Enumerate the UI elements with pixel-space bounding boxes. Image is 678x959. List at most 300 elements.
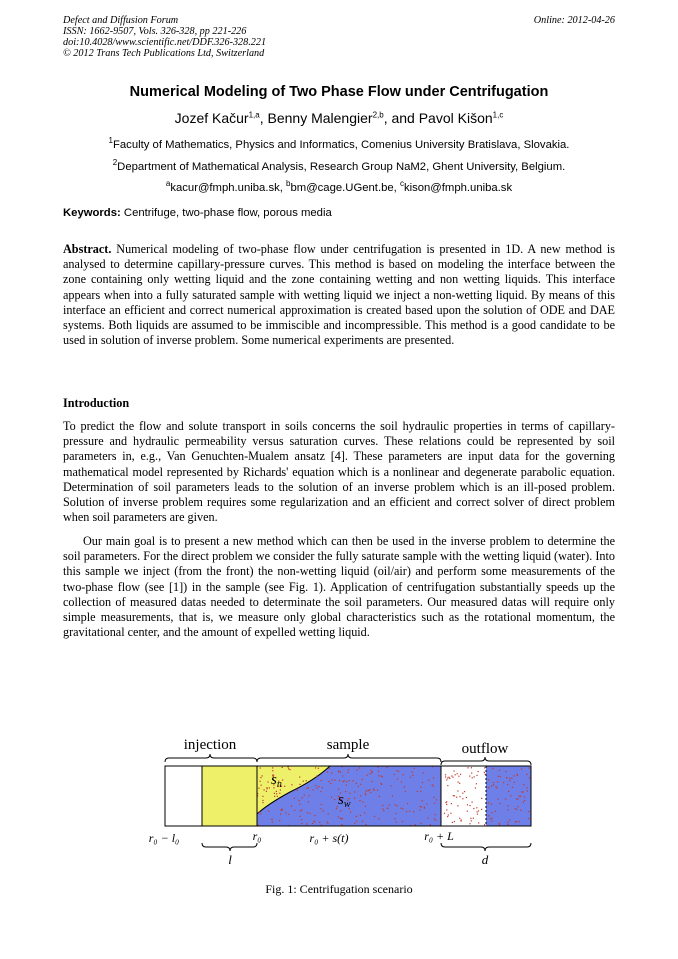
speckle-dot	[277, 796, 278, 797]
speckle-dot	[517, 798, 518, 799]
speckle-dot	[300, 810, 301, 811]
speckle-dot	[280, 814, 281, 815]
speckle-dot	[457, 773, 458, 774]
speckle-dot	[421, 806, 422, 807]
label-sw: $s_w$	[338, 792, 351, 810]
speckle-dot	[315, 767, 316, 768]
speckle-dot	[284, 786, 285, 787]
speckle-dot	[308, 787, 309, 788]
speckle-dot	[340, 810, 341, 811]
speckle-dot	[509, 778, 510, 779]
speckle-dot	[390, 785, 391, 786]
speckle-dot	[422, 782, 423, 783]
speckle-dot	[488, 779, 489, 780]
speckle-dot	[340, 771, 341, 772]
speckle-dot	[356, 783, 357, 784]
speckle-dot	[280, 810, 281, 811]
emails: $^a$kacur@fmph.uniba.sk, $^b$bm@cage.UGent.be, $^c$kison@fmph.uniba.sk	[165, 179, 513, 194]
speckle-dot	[313, 821, 314, 822]
speckle-dot	[462, 798, 463, 799]
speckle-dot	[476, 783, 477, 784]
speckle-dot	[331, 797, 332, 798]
speckle-dot	[478, 810, 479, 811]
speckle-dot	[506, 771, 507, 772]
label-outflow: outflow	[461, 741, 509, 757]
speckle-dot	[433, 777, 434, 778]
speckle-dot	[377, 767, 378, 768]
speckle-dot	[309, 813, 310, 814]
speckle-dot	[276, 791, 277, 792]
speckle-dot	[458, 782, 459, 783]
speckle-dot	[491, 818, 492, 819]
tick-r0: r₀	[252, 829, 262, 843]
speckle-dot	[506, 777, 507, 778]
abstract-label: Abstract.	[63, 242, 112, 256]
speckle-dot	[367, 775, 368, 776]
speckle-dot	[301, 823, 302, 824]
speckle-dot	[258, 788, 259, 789]
speckle-dot	[285, 812, 286, 813]
speckle-dot	[434, 803, 435, 804]
speckle-dot	[394, 818, 395, 819]
speckle-dot	[328, 813, 329, 814]
speckle-dot	[276, 793, 277, 794]
speckle-dot	[318, 786, 319, 787]
speckle-dot	[514, 782, 515, 783]
speckle-dot	[435, 820, 436, 821]
author-3-sup: 1,c	[492, 110, 504, 120]
speckle-dot	[497, 787, 498, 788]
speckle-dot	[291, 806, 292, 807]
brace-outflow	[441, 757, 531, 765]
speckle-dot	[313, 789, 314, 790]
intro-paragraph-1: To predict the flow and solute transport in soils concerns the soil hydraulic properties in terms of capillary-pressure and hydraulic permeability versus saturation curves. These relations could be represented by soil parameters in, e.g., Van Genuchten-Mualem ansatz [4]. These parameters are input data for the governing mathematical model represented by Richards' equation which is a nonlinear and degenerate parabolic equation. Determination of soil parameters leads to the solution of an inverse problem which is an ill-posed problem. Solution of inverse problem requires some regularization and an efficient and correct solver of direct problem when soil parameters are given.	[63, 419, 615, 525]
speckle-dot	[365, 793, 366, 794]
speckle-dot	[420, 787, 421, 788]
figure-caption: Fig. 1: Centrifugation scenario	[265, 882, 413, 896]
speckle-dot	[523, 784, 524, 785]
speckle-dot	[317, 787, 318, 788]
speckle-dot	[499, 770, 500, 771]
speckle-dot	[412, 772, 413, 773]
speckle-dot	[371, 772, 372, 773]
speckle-dot	[428, 780, 429, 781]
speckle-dot	[529, 777, 530, 778]
speckle-dot	[458, 776, 459, 777]
speckle-dot	[301, 819, 302, 820]
speckle-dot	[398, 771, 399, 772]
speckle-dot	[523, 802, 524, 803]
speckle-dot	[260, 767, 261, 768]
speckle-dot	[349, 793, 350, 794]
speckle-dot	[528, 811, 529, 812]
speckle-dot	[456, 797, 457, 798]
speckle-dot	[262, 802, 263, 803]
issn: ISSN: 1662-9507, Vols. 326-328, pp 221-226	[63, 26, 247, 37]
speckle-dot	[434, 797, 435, 798]
speckle-dot	[451, 775, 452, 776]
empty-zone	[165, 766, 202, 826]
speckle-dot	[444, 813, 445, 814]
journal-header	[63, 15, 266, 59]
speckle-dot	[340, 818, 341, 819]
speckle-dot	[327, 821, 328, 822]
speckle-dot	[457, 790, 458, 791]
speckle-dot	[321, 804, 322, 805]
speckle-dot	[452, 777, 453, 778]
speckle-dot	[451, 803, 452, 804]
speckle-dot	[342, 775, 343, 776]
speckle-dot	[453, 795, 454, 796]
keywords	[63, 207, 332, 219]
speckle-dot	[520, 796, 521, 797]
speckle-dot	[515, 808, 516, 809]
speckle-dot	[407, 803, 408, 804]
speckle-dot	[519, 796, 520, 797]
speckle-dot	[288, 768, 289, 769]
speckle-dot	[397, 805, 398, 806]
speckle-dot	[302, 797, 303, 798]
speckle-dot	[420, 791, 421, 792]
speckle-dot	[401, 808, 402, 809]
speckle-dot	[474, 776, 475, 777]
speckle-dot	[526, 774, 527, 775]
speckle-dot	[312, 823, 313, 824]
email-a-sup: a	[165, 179, 171, 188]
speckle-dot	[492, 768, 493, 769]
speckle-dot	[484, 772, 485, 773]
speckle-dot	[382, 776, 383, 777]
speckle-dot	[294, 810, 295, 811]
speckle-dot	[334, 799, 335, 800]
speckle-dot	[491, 785, 492, 786]
speckle-dot	[516, 799, 517, 800]
speckle-dot	[343, 781, 344, 782]
speckle-dot	[282, 767, 283, 768]
speckle-dot	[469, 776, 470, 777]
speckle-dot	[526, 787, 527, 788]
speckle-dot	[370, 792, 371, 793]
speckle-dot	[334, 780, 335, 781]
speckle-dot	[508, 791, 509, 792]
speckle-dot	[271, 819, 272, 820]
speckle-dot	[484, 824, 485, 825]
speckle-dot	[281, 809, 282, 810]
author-3: Pavol Kišon	[418, 110, 493, 126]
speckle-dot	[346, 781, 347, 782]
speckle-dot	[260, 777, 261, 778]
speckle-dot	[495, 786, 496, 787]
speckle-dot	[488, 787, 489, 788]
speckle-dot	[339, 780, 340, 781]
speckle-dot	[500, 803, 501, 804]
speckle-dot	[359, 800, 360, 801]
speckle-dot	[527, 790, 528, 791]
speckle-dot	[511, 778, 512, 779]
speckle-dot	[524, 800, 525, 801]
speckle-dot	[268, 811, 269, 812]
speckle-dot	[477, 814, 478, 815]
speckle-dot	[294, 798, 295, 799]
speckle-dot	[356, 820, 357, 821]
speckle-dot	[264, 789, 265, 790]
paper-title: Numerical Modeling of Two Phase Flow under Centrifugation	[129, 84, 549, 100]
speckle-dot	[470, 818, 471, 819]
speckle-dot	[321, 808, 322, 809]
speckle-dot	[279, 793, 280, 794]
speckle-dot	[350, 812, 351, 813]
speckle-dot	[354, 791, 355, 792]
speckle-dot	[446, 804, 447, 805]
speckle-dot	[329, 768, 330, 769]
speckle-dot	[490, 818, 491, 819]
speckle-dot	[446, 779, 447, 780]
speckle-dot	[472, 802, 473, 803]
intro-heading: Introduction	[63, 396, 130, 410]
injection-zone	[202, 766, 257, 826]
speckle-dot	[303, 781, 304, 782]
speckle-dot	[272, 767, 273, 768]
speckle-dot	[336, 808, 337, 809]
speckle-dot	[508, 809, 509, 810]
speckle-dot	[433, 786, 434, 787]
speckle-dot	[320, 791, 321, 792]
speckle-dot	[395, 813, 396, 814]
speckle-dot	[402, 809, 403, 810]
speckle-dot	[323, 810, 324, 811]
speckle-dot	[362, 821, 363, 822]
speckle-dot	[445, 774, 446, 775]
speckle-dot	[512, 787, 513, 788]
speckle-dot	[307, 812, 308, 813]
brace-sample	[257, 754, 441, 762]
speckle-dot	[297, 790, 298, 791]
speckle-dot	[497, 799, 498, 800]
email-b-sup: b	[286, 179, 291, 188]
speckle-dot	[476, 807, 477, 808]
speckle-dot	[378, 771, 379, 772]
speckle-dot	[267, 781, 268, 782]
speckle-dot	[476, 775, 477, 776]
speckle-dot	[491, 804, 492, 805]
speckle-dot	[493, 782, 494, 783]
speckle-dot	[401, 781, 402, 782]
speckle-dot	[453, 770, 454, 771]
speckle-dot	[521, 768, 522, 769]
speckle-dot	[448, 814, 449, 815]
speckle-dot	[481, 809, 482, 810]
speckle-dot	[369, 789, 370, 790]
speckle-dot	[488, 802, 489, 803]
speckle-dot	[473, 818, 474, 819]
speckle-dot	[508, 824, 509, 825]
speckle-dot	[516, 821, 517, 822]
speckle-dot	[509, 780, 510, 781]
speckle-dot	[403, 774, 404, 775]
speckle-dot	[515, 822, 516, 823]
speckle-dot	[362, 779, 363, 780]
speckle-dot	[353, 780, 354, 781]
speckle-dot	[524, 796, 525, 797]
affiliation-2-text: Department of Mathematical Analysis, Research Group NaM2, Ghent University, Belgium.	[117, 160, 566, 173]
brace-l	[202, 843, 257, 851]
speckle-dot	[262, 796, 263, 797]
speckle-dot	[322, 787, 323, 788]
speckle-dot	[374, 816, 375, 817]
keywords-label: Keywords:	[63, 207, 121, 219]
speckle-dot	[379, 796, 380, 797]
speckle-dot	[395, 804, 396, 805]
speckle-dot	[432, 784, 433, 785]
speckle-dot	[529, 768, 530, 769]
affiliation-2-sup: 2	[112, 158, 118, 167]
speckle-dot	[477, 811, 478, 812]
speckle-dot	[367, 790, 368, 791]
speckle-dot	[459, 796, 460, 797]
speckle-dot	[445, 802, 446, 803]
speckle-dot	[402, 821, 403, 822]
tick-r0-st: r₀ + s(t)	[309, 831, 349, 845]
email-c-sup: c	[399, 179, 404, 188]
speckle-dot	[366, 791, 367, 792]
speckle-dot	[389, 804, 390, 805]
speckle-dot	[382, 808, 383, 809]
speckle-dot	[259, 811, 260, 812]
speckle-dot	[272, 822, 273, 823]
speckle-dot	[507, 784, 508, 785]
speckle-dot	[318, 768, 319, 769]
speckle-dot	[360, 795, 361, 796]
speckle-dot	[266, 791, 267, 792]
affiliation-1	[0, 136, 678, 151]
speckle-dot	[499, 823, 500, 824]
speckle-dot	[491, 812, 492, 813]
speckle-dot	[356, 769, 357, 770]
speckle-dot	[528, 818, 529, 819]
speckle-dot	[452, 822, 453, 823]
speckle-dot	[299, 804, 300, 805]
speckle-dot	[422, 800, 423, 801]
doi: doi:10.4028/www.scientific.net/DDF.326-328.221	[63, 37, 267, 48]
intro-paragraph-2: Our main goal is to present a new method which can then be used in the inverse problem to determine the soil parameters. For the direct problem we consider the fully saturate sample with the wetting liquid (water). Into this sample we inject (from the front) the non-wetting liquid (oil/air) and perform some measurements of the two-phase flow (see [1]) in the sample (see Fig. 1). Application of centrifugation substantially speeds up the collection of measured datas needed to determinate the soil parameters. Our measured datas will require only simple measurements, that is, we measure only global characteristics such as the rotational momentum, the gravitational center, and the amount of expelled wetting liquid.	[63, 534, 615, 640]
speckle-dot	[314, 821, 315, 822]
speckle-dot	[508, 805, 509, 806]
speckle-dot	[321, 780, 322, 781]
speckle-dot	[274, 793, 275, 794]
speckle-dot	[423, 772, 424, 773]
speckle-dot	[447, 777, 448, 778]
speckle-dot	[364, 812, 365, 813]
speckle-dot	[289, 769, 290, 770]
speckle-dot	[419, 809, 420, 810]
speckle-dot	[459, 783, 460, 784]
speckle-dot	[484, 767, 485, 768]
speckle-dot	[520, 810, 521, 811]
speckle-dot	[387, 808, 388, 809]
speckle-dot	[262, 775, 263, 776]
speckle-dot	[417, 791, 418, 792]
speckle-dot	[472, 777, 473, 778]
speckle-dot	[360, 784, 361, 785]
author-1: Jozef Kačur	[174, 110, 249, 126]
speckle-dot	[332, 779, 333, 780]
speckle-dot	[475, 787, 476, 788]
author-1-sup: 1,a	[248, 110, 260, 120]
author-2-sup: 2,b	[372, 110, 384, 120]
speckle-dot	[426, 803, 427, 804]
speckle-dot	[471, 773, 472, 774]
speckle-dot	[348, 769, 349, 770]
speckle-dot	[299, 777, 300, 778]
speckle-dot	[354, 823, 355, 824]
speckle-dot	[338, 771, 339, 772]
speckle-dot	[445, 776, 446, 777]
speckle-dot	[420, 823, 421, 824]
speckle-dot	[415, 824, 416, 825]
speckle-dot	[469, 805, 470, 806]
email-b[interactable]: bm@cage.UGent.be	[290, 181, 394, 194]
speckle-dot	[397, 779, 398, 780]
speckle-dot	[372, 781, 373, 782]
speckle-dot	[344, 780, 345, 781]
speckle-dot	[291, 784, 292, 785]
speckle-dot	[279, 820, 280, 821]
speckle-dot	[356, 816, 357, 817]
speckle-dot	[447, 816, 448, 817]
speckle-dot	[379, 818, 380, 819]
centrifugation-figure	[140, 730, 540, 880]
speckle-dot	[467, 767, 468, 768]
journal-name: Defect and Diffusion Forum	[63, 15, 179, 26]
speckle-dot	[449, 778, 450, 779]
speckle-dot	[491, 820, 492, 821]
label-injection: injection	[183, 737, 237, 753]
speckle-dot	[460, 774, 461, 775]
tick-r0-l0: r₀ − l₀	[148, 831, 180, 845]
speckle-dot	[369, 773, 370, 774]
speckle-dot	[488, 815, 489, 816]
abstract	[63, 242, 615, 348]
speckle-dot	[396, 770, 397, 771]
email-a[interactable]: kacur@fmph.uniba.sk	[170, 181, 280, 194]
affiliation-1-text: Faculty of Mathematics, Physics and Informatics, Comenius University Bratislava, Slovakia.	[113, 138, 570, 151]
outflow-zone	[486, 766, 531, 826]
speckle-dot	[349, 780, 350, 781]
speckle-dot	[365, 806, 366, 807]
speckle-dot	[517, 774, 518, 775]
speckle-dot	[522, 792, 523, 793]
speckle-dot	[345, 791, 346, 792]
speckle-dot	[299, 800, 300, 801]
speckle-dot	[404, 787, 405, 788]
speckle-dot	[405, 791, 406, 792]
speckle-dot	[509, 820, 510, 821]
speckle-dot	[409, 811, 410, 812]
email-c[interactable]: kison@fmph.uniba.sk	[403, 181, 513, 194]
speckle-dot	[410, 777, 411, 778]
tick-r0-L: r₀ + L	[424, 829, 454, 843]
affiliation-2	[0, 158, 678, 173]
speckle-dot	[481, 798, 482, 799]
speckle-dot	[414, 768, 415, 769]
speckle-dot	[316, 776, 317, 777]
speckle-dot	[365, 824, 366, 825]
speckle-dot	[347, 772, 348, 773]
speckle-dot	[497, 781, 498, 782]
speckle-dot	[383, 810, 384, 811]
keywords-text: Centrifuge, two-phase flow, porous media	[123, 207, 332, 219]
speckle-dot	[260, 813, 261, 814]
